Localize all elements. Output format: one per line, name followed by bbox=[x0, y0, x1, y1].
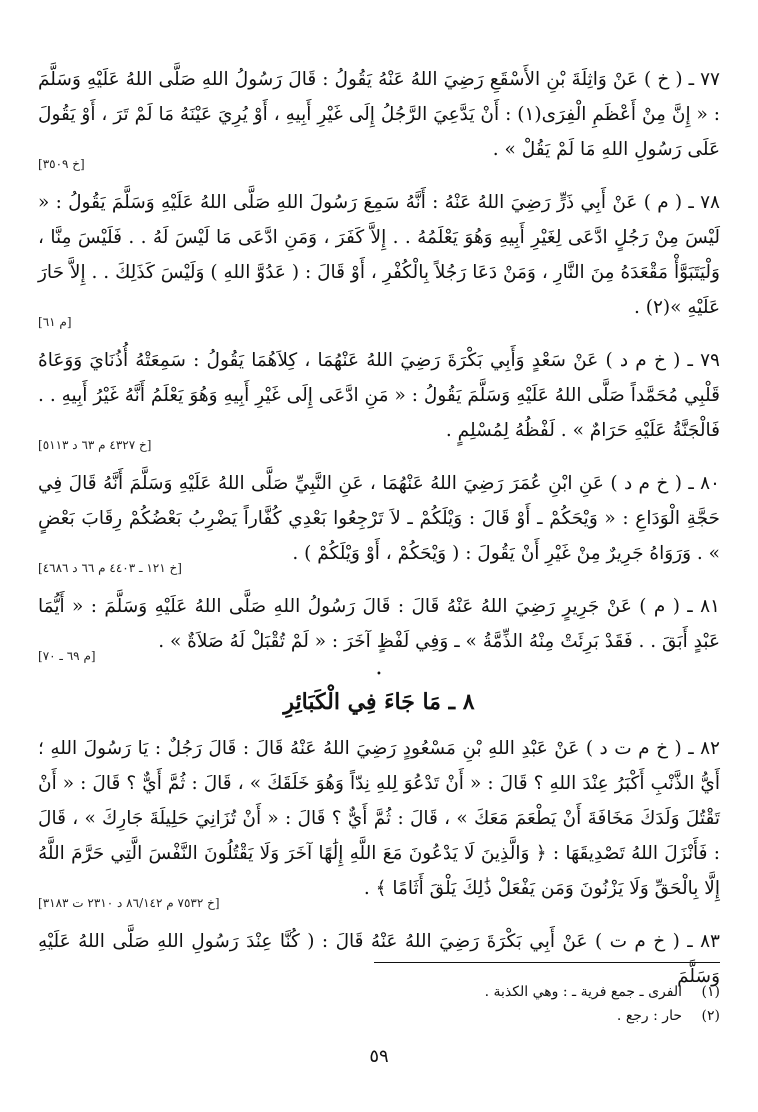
hadith-text: ٧٨ ـ ( م ) عَنْ أَبِي ذَرٍّ رَضِيَ اللهُ عَنْهُ : أَنَّهُ سَمِعَ رَسُولَ اللهِ صَلَّى اللهُ عَلَيْهِ وَسَلَّمَ يَقُولُ : « لَيْسَ مِنْ رَجُلٍ ادَّعَى لِغَيْرِ أَبِيهِ وَهُوَ يَعْلَمُهُ . . إِلاَّ كَفَرَ ، وَمَنِ ادَّعَى مَا لَيْسَ لَهُ . . فَلَيْسَ مِنَّا ، وَلْيَتَبَوَّأْ مَقْعَدَهُ مِنَ النَّارِ ، وَمَنْ دَعَا رَجُلاً بِالْكُفْرِ ، أَوْ قَالَ : ( عَدُوَّ اللهِ ) وَلَيْسَ كَذَلِكَ . . إِلاَّ حَارَ عَلَيْهِ »(٢) . bbox=[38, 192, 720, 318]
page-number: ٥٩ bbox=[369, 1046, 389, 1067]
footnote-item bbox=[374, 1004, 720, 1028]
hadith-79 bbox=[38, 343, 720, 452]
hadith-78 bbox=[38, 185, 720, 329]
hadith-77 bbox=[38, 62, 720, 171]
footnote-text: الفرى ـ جمع فرية ـ : وهي الكذبة . bbox=[484, 984, 682, 1000]
footnotes bbox=[374, 980, 720, 1028]
hadith-reference: [خ ٧٥٣٢ م ٨٦/١٤٢ د ٢٣١٠ ت ٣١٨٣] bbox=[38, 896, 220, 910]
ornament-dot: • bbox=[376, 669, 382, 680]
hadith-reference: [خ ١٢١ ـ ٤٤٠٣ م ٦٦ د ٤٦٨٦] bbox=[38, 561, 182, 575]
hadith-81 bbox=[38, 589, 720, 663]
footnote-divider bbox=[374, 962, 720, 963]
footnote-number: (٢) bbox=[701, 1008, 720, 1024]
hadith-text: ٨٠ ـ ( خ م د ) عَنِ ابْنِ عُمَرَ رَضِيَ اللهُ عَنْهُمَا ، عَنِ النَّبِيِّ صَلَّى اللهُ عَلَيْهِ وَسَلَّمَ أَنَّهُ قَالَ فِي حَجَّةِ الْوَدَاعِ : « وَيْحَكُمْ ـ أَوْ قَالَ : وَيْلَكُمْ ـ لاَ تَرْجِعُوا بَعْدِي كُفَّاراً يَضْرِبُ بَعْضُكُمْ رِقَابَ بَعْضٍ » . وَرَوَاهُ جَرِيرٌ مِنْ غَيْرِ أَنْ يَقُولَ : ( وَيْحَكُمْ ، أَوْ وَيْلَكُمْ ) . bbox=[38, 473, 720, 564]
footnote-text: حار : رجع . bbox=[616, 1008, 682, 1024]
hadith-reference: [م ٦١] bbox=[38, 315, 72, 329]
hadith-reference: [م ٦٩ ـ ٧٠] bbox=[38, 649, 96, 663]
hadith-text: ٧٩ ـ ( خ م د ) عَنْ سَعْدٍ وَأَبِي بَكْرَةَ رَضِيَ اللهُ عَنْهُمَا ، كِلاَهُمَا يَقُولُ : سَمِعَتْهُ أُذُنَايَ وَوَعَاهُ قَلْبِي مُحَمَّداً صَلَّى اللهُ عَلَيْهِ وَسَلَّمَ يَقُولُ : « مَنِ ادَّعَى إِلَى غَيْرِ أَبِيهِ وَهُوَ يَعْلَمُ أَنَّهُ غَيْرُ أَبِيهِ . . فَالْجَنَّةُ عَلَيْهِ حَرَامٌ » . لَفْظُهُ لِمُسْلِمٍ . bbox=[38, 350, 720, 441]
hadith-text: ٨٢ ـ ( خ م ت د ) عَنْ عَبْدِ اللهِ بْنِ مَسْعُودٍ رَضِيَ اللهُ عَنْهُ قَالَ : قَالَ رَجُلٌ : يَا رَسُولَ اللهِ ؛ أَيُّ الذَّنْبِ أَكْبَرُ عِنْدَ اللهِ ؟ قَالَ : « أَنْ تَدْعُوَ لِلهِ نِدّاً وَهُوَ خَلَقَكَ » ، قَالَ : ثُمَّ أَيٌّ ؟ قَالَ : « أَنْ تَقْتُلَ وَلَدَكَ مَخَافَةَ أَنْ يَطْعَمَ مَعَكَ » ، قَالَ : ثُمَّ أَيٌّ ؟ قَالَ : « أَنْ تُزَانِيَ حَلِيلَةَ جَارِكَ » ، قَالَ : فَأَنْزَلَ اللهُ تَصْدِيقَهَا : ﴿ وَالَّذِينَ لَا يَدْعُونَ مَعَ اللَّهِ إِلَٰهًا آخَرَ وَلَا يَقْتُلُونَ النَّفْسَ الَّتِي حَرَّمَ اللَّهُ إِلَّا بِالْحَقِّ وَلَا يَزْنُونَ وَمَن يَفْعَلْ ذَٰلِكَ يَلْقَ أَثَامًا ﴾ . bbox=[38, 738, 720, 899]
hadith-reference: [خ ٣٥٠٩] bbox=[38, 157, 85, 171]
hadith-text: ٧٧ ـ ( خ ) عَنْ وَاثِلَةَ بْنِ الأَسْقَعِ رَضِيَ اللهُ عَنْهُ يَقُولُ : قَالَ رَسُولُ اللهِ صَلَّى اللهُ عَلَيْهِ وَسَلَّمَ : « إِنَّ مِنْ أَعْظَمِ الْفِرَى(١) : أَنْ يَدَّعِيَ الرَّجُلُ إِلَى غَيْرِ أَبِيهِ ، أَوْ يُرِيَ عَيْنَهُ مَا لَمْ تَرَ ، أَوْ يَقُولَ عَلَى رَسُولِ اللهِ مَا لَمْ يَقُلْ » . bbox=[38, 69, 720, 160]
hadith-80 bbox=[38, 466, 720, 575]
hadith-text: ٨٣ ـ ( خ م ت ) عَنْ أَبِي بَكْرَةَ رَضِيَ اللهُ عَنْهُ قَالَ : ( كُنَّا عِنْدَ رَسُولِ اللهِ صَلَّى اللهُ عَلَيْهِ وَسَلَّمَ bbox=[38, 931, 720, 987]
hadith-82 bbox=[38, 731, 720, 910]
section-heading: ٨ ـ مَا جَاءَ فِي الْكَبَائِرِ bbox=[283, 689, 475, 715]
hadith-text: ٨١ ـ ( م ) عَنْ جَرِيرٍ رَضِيَ اللهُ عَنْهُ قَالَ : قَالَ رَسُولُ اللهِ صَلَّى اللهُ عَلَيْهِ وَسَلَّمَ : « أَيُّمَا عَبْدٍ أَبَقَ . . فَقَدْ بَرِئَتْ مِنْهُ الذِّمَّةُ » ـ وَفِي لَفْظٍ آخَرَ : « لَمْ تُقْبَلْ لَهُ صَلاَةٌ » . bbox=[38, 596, 720, 652]
footnote-number: (١) bbox=[701, 984, 720, 1000]
hadith-reference: [خ ٤٣٢٧ م ٦٣ د ٥١١٣] bbox=[38, 438, 152, 452]
main-text bbox=[38, 62, 720, 1008]
footnote-item bbox=[374, 980, 720, 1004]
